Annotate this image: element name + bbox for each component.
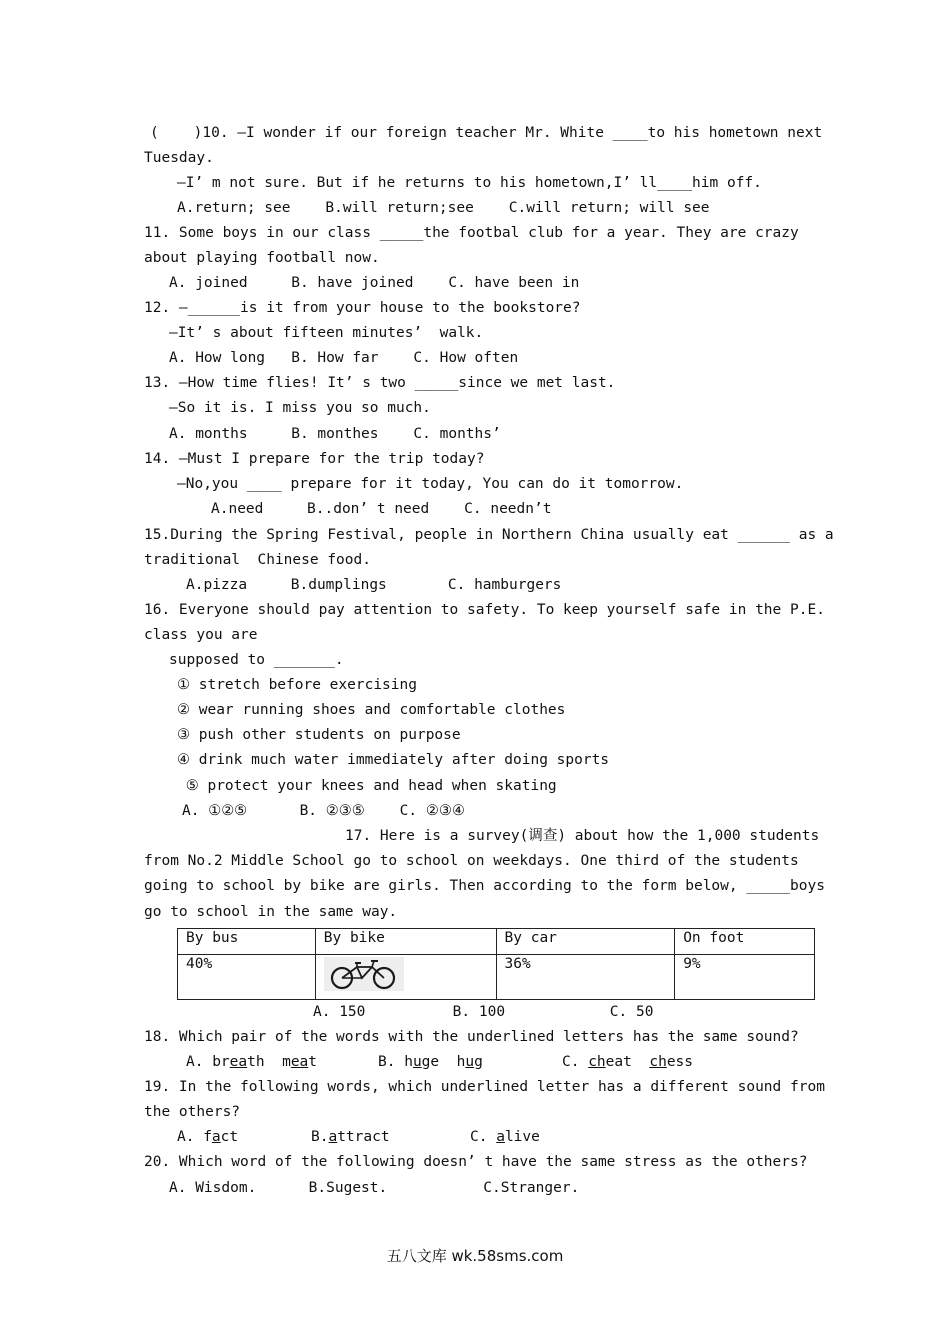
q13-stem: 13. —How time flies! It’ s two _____since we met last. bbox=[144, 375, 616, 391]
q19-stem-cont: the others? bbox=[144, 1104, 241, 1120]
q12-dialogue: —It’ s about fifteen minutes’ walk. bbox=[169, 325, 484, 341]
q16-item: ④ drink much water immediately after doing sports bbox=[177, 752, 610, 768]
table-header-cell: By bike bbox=[315, 929, 496, 955]
q18-option-b: B. huge hug bbox=[378, 1054, 483, 1070]
q20-options: A. Wisdom. B.Sugest. C.Stranger. bbox=[169, 1180, 580, 1196]
q19-option-a: A. fact bbox=[177, 1129, 239, 1145]
q17-stem-cont3: go to school in the same way. bbox=[144, 904, 398, 920]
q16-item: ① stretch before exercising bbox=[177, 677, 417, 693]
q16-stem-cont2: supposed to _______. bbox=[169, 652, 344, 668]
table-cell-bike bbox=[315, 955, 496, 1000]
table-cell: 9% bbox=[675, 955, 815, 1000]
table-header-cell: By car bbox=[496, 929, 675, 955]
q15-stem-cont: traditional Chinese food. bbox=[144, 552, 371, 568]
q10-options: A.return; see B.will return;see C.will return; will see bbox=[177, 200, 710, 216]
q17-stem-cont2: going to school by bike are girls. Then according to the form below, _____boys bbox=[144, 878, 825, 894]
q16-item: ⑤ protect your knees and head when skating bbox=[177, 778, 557, 794]
q16-options: A. ①②⑤ B. ②③⑤ C. ②③④ bbox=[182, 803, 465, 819]
q16-item: ② wear running shoes and comfortable clothes bbox=[177, 702, 566, 718]
table-cell: 36% bbox=[496, 955, 675, 1000]
table-header-cell: By bus bbox=[178, 929, 316, 955]
q15-options: A.pizza B.dumplings C. hamburgers bbox=[186, 577, 562, 593]
q13-options: A. months B. monthes C. months’ bbox=[169, 426, 501, 442]
survey-table bbox=[177, 928, 815, 1000]
q10-stem: ( )10. —I wonder if our foreign teacher Mr. White ____to his hometown next bbox=[150, 125, 823, 141]
q12-stem: 12. —______is it from your house to the bookstore? bbox=[144, 300, 581, 316]
table-row bbox=[178, 955, 815, 1000]
bicycle-icon bbox=[324, 957, 404, 991]
q14-stem: 14. —Must I prepare for the trip today? bbox=[144, 451, 485, 467]
table-cell: 40% bbox=[178, 955, 316, 1000]
q18-option-a: A. breath meat bbox=[186, 1054, 318, 1070]
q20-stem: 20. Which word of the following doesn’ t have the same stress as the others? bbox=[144, 1154, 808, 1170]
q15-stem: 15.During the Spring Festival, people in Northern China usually eat ______ as a bbox=[144, 527, 834, 543]
q10-dialogue: —I’ m not sure. But if he returns to his hometown,I’ ll____him off. bbox=[177, 175, 762, 191]
table-header-cell: On foot bbox=[675, 929, 815, 955]
q18-stem: 18. Which pair of the words with the underlined letters has the same sound? bbox=[144, 1029, 799, 1045]
q18-option-c: C. cheat chess bbox=[562, 1054, 694, 1070]
q11-options: A. joined B. have joined C. have been in bbox=[169, 275, 580, 291]
q10-stem-cont: Tuesday. bbox=[144, 150, 214, 166]
q14-dialogue: —No,you ____ prepare for it today, You can do it tomorrow. bbox=[177, 476, 684, 492]
q19-option-b: B.attract bbox=[311, 1129, 390, 1145]
q16-item: ③ push other students on purpose bbox=[177, 727, 461, 743]
q11-stem: 11. Some boys in our class _____the footbal club for a year. They are crazy bbox=[144, 225, 799, 241]
q12-options: A. How long B. How far C. How often bbox=[169, 350, 519, 366]
footer-watermark: 五八文库 wk.58sms.com bbox=[386, 1247, 564, 1265]
table-header-row bbox=[178, 929, 815, 955]
q16-stem: 16. Everyone should pay attention to safety. To keep yourself safe in the P.E. bbox=[144, 602, 825, 618]
q17-stem: 17. Here is a survey(调查) about how the 1,000 students bbox=[345, 828, 820, 844]
q11-stem-cont: about playing football now. bbox=[144, 250, 380, 266]
q13-dialogue: —So it is. I miss you so much. bbox=[169, 400, 431, 416]
q19-option-c: C. alive bbox=[470, 1129, 540, 1145]
q17-options: A. 150 B. 100 C. 50 bbox=[313, 1004, 654, 1020]
q19-stem: 19. In the following words, which underlined letter has a different sound from bbox=[144, 1079, 825, 1095]
q16-stem-cont: class you are bbox=[144, 627, 258, 643]
q17-stem-cont: from No.2 Middle School go to school on weekdays. One third of the students bbox=[144, 853, 799, 869]
q14-options: A.need B..don’ t need C. needn’t bbox=[211, 501, 552, 517]
